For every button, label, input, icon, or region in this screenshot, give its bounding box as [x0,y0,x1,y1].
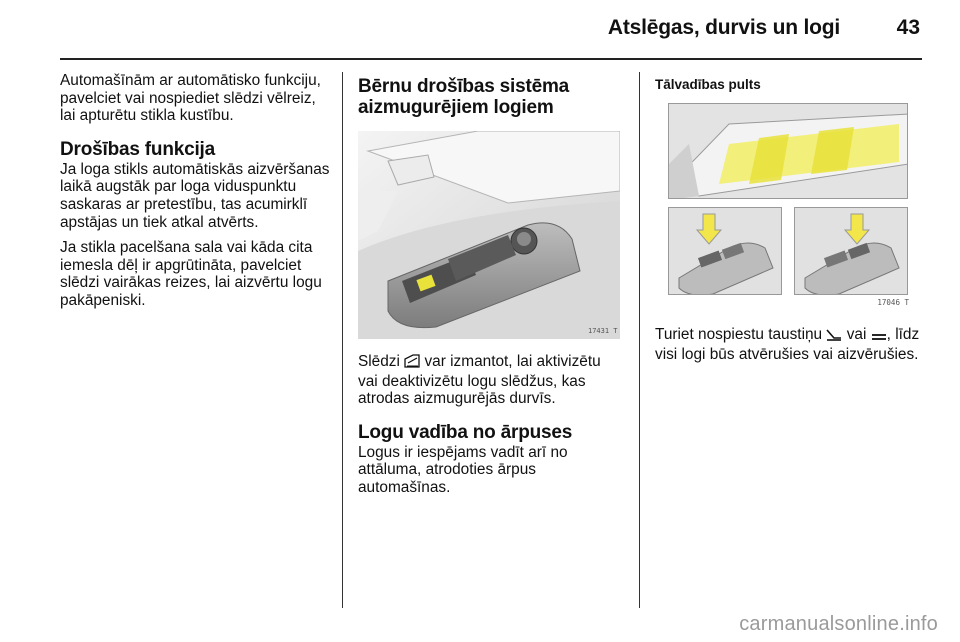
paragraph-frost: Ja stikla pacelšana sala vai kāda cita iemesla dēļ ir apgrūtināta, pavelciet slēdzi vairākas reizes, lai aizvērtu logu pakāpeniski. [60,239,322,309]
paragraph-remote-hold [655,326,925,363]
paragraph-external-control: Logus ir iespējams vadīt arī no attāluma, atrodoties ārpus automašīnas. [358,443,568,496]
remote-text-before: Turiet nospiestu taustiņu [655,326,823,343]
column-divider-right [639,72,640,608]
key-lock-illustration [794,207,908,295]
heading-external-control: Logu vadība no ārpuses [358,421,573,443]
remote-text-comma: , [886,326,891,343]
heading-child-safety: Bērnu drošības sistēma aizmugurējiem logiem [358,76,570,118]
key-unlock-illustration [668,207,782,295]
child-lock-text-after: var izmantot, lai aktivizētu vai deaktivizētu logu slēdžus, kas atrodas aizmugurējās durvīs. [358,353,601,408]
paragraph-safety-function: Ja loga stikls automātiskās aizvēršanas laikā augstāk par loga viduspunktu saskaras ar pretestību, tas acumirklī apstājas un tiek atkal atvērts. [60,160,330,231]
column-2 [358,72,620,505]
column-divider-left [342,72,343,608]
figure-remote-key [665,103,915,308]
watermark: carmanualsonline.info [739,613,938,635]
column-3 [655,72,925,371]
paragraph-auto-function: Automašīnām ar automātisko funkciju, pavelciet vai nospiediet slēdzi vēlreiz, lai apturētu stikla kustību. [60,72,321,125]
header-rule [60,58,922,60]
child-lock-window-icon [404,354,420,373]
column-1 [60,72,330,318]
paragraph-child-lock [358,353,620,408]
heading-remote-control: Tālvadības pults [655,77,761,92]
heading-safety-function: Drošības funkcija [60,138,215,160]
figure1-caption: 17431 T [588,327,618,335]
unlock-key-icon [826,328,842,346]
child-lock-text-before: Slēdzi [358,353,400,370]
figure-window-switch-panel [358,131,620,339]
door-panel-illustration [668,103,908,199]
window-switch-illustration [358,131,620,339]
lock-key-icon [871,328,887,346]
remote-text-mid: vai [846,326,867,343]
figure2-caption: 17046 T [877,298,909,308]
remote-text-after: līdz visi logi būs atvērušies vai aizvērušies. [655,326,920,363]
page-number: 43 [896,16,920,39]
page-header-title: Atslēgas, durvis un logi [607,16,840,39]
